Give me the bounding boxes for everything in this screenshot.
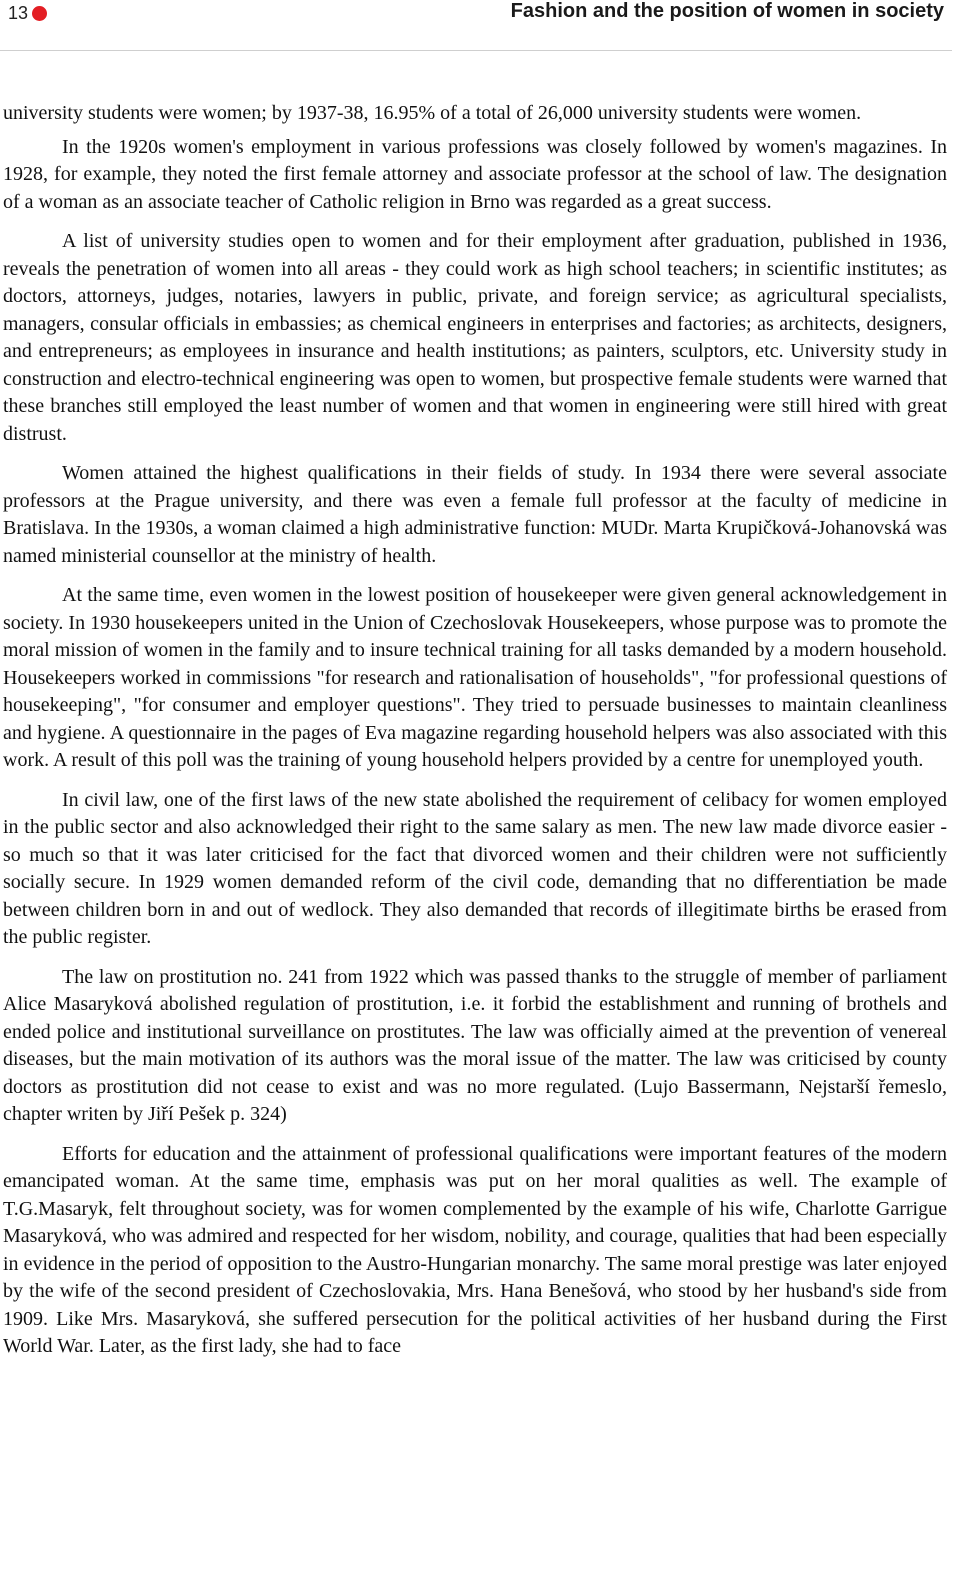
paragraph: The law on prostitution no. 241 from 1922 which was passed thanks to the struggle of member of parliament Alice Masaryková abolished regulation of prostitution, i.e. it forbid the establishment and running of brothels and ended police and institutional surveillance on prostitutes. The law was officially aimed at the prevention of venereal diseases, but the main motivation of its authors was the moral issue of the matter. The law was criticised by county doctors as prostitution did not cease to exist and was no more regulated. (Lujo Bassermann, Nejstarší řemeslo, chapter writen by Jiří Pešek p. 324)	[3, 965, 947, 1125]
paragraph: In civil law, one of the first laws of the new state abolished the requirement of celibacy for women employed in the public sector and also acknowledged their right to the same salary as men. The new law made divorce easier - so much so that it was later criticised for the fact that divorced women and their children were not sufficiently socially secure. In 1929 women demanded reform of the civil code, demanding that no differentiation be made between children born in and out of wedlock. They also demanded that records of illegitimate births be erased from the public register.	[3, 788, 947, 948]
paragraph-continuation: university students were women; by 1937-38, 16.95% of a total of 26,000 university students were women.	[3, 102, 862, 124]
page-number: 13	[8, 3, 29, 23]
paragraph: A list of university studies open to women and for their employment after graduation, published in 1936, reveals the penetration of women into all areas - they could work as high school teachers; in scientific institutes; as doctors, attorneys, judges, notaries, lawyers in public, private, and foreign service; as agricultural specialists, managers, consular officials in embassies; as chemical engineers in enterprises and factories; as architects, designers, and entrepreneurs; as employees in insurance and health institutions; as painters, sculptors, etc. University study in construction and electro-technical engineering was open to women, but prospective female students were warned that these branches still employed the least number of women and that women in engineering were still hired with great distrust.	[3, 230, 947, 445]
red-dot-icon	[32, 6, 47, 21]
paragraph: Women attained the highest qualifications in their fields of study. In 1934 there were several associate professors at the Prague university, and there was even a female full professor at the faculty of medicine in Bratislava. In the 1930s, a woman claimed a high administrative function: MUDr. Marta Krupičková-Johanovská was named ministerial counsellor at the ministry of health.	[3, 462, 947, 567]
paragraph: At the same time, even women in the lowest position of housekeeper were given general acknowledgement in society. In 1930 housekeepers united in the Union of Czechoslovak Housekeepers, whose purpose was to promote the moral mission of women in the family and to insure technical training for all tasks demanded by a modern household. Housekeepers worked in commissions "for research and rationalisation of households", "for professional questions of housekeeping", "for consumer and employer questions". They tried to persuade businesses to maintain cleanliness and hygiene. A questionnaire in the pages of Eva magazine regarding household helpers was also associated with this work. A result of this poll was the training of young household helpers provided by a centre for unemployed youth.	[3, 584, 947, 771]
page-header	[0, 0, 952, 51]
running-title: Fashion and the position of women in society	[510, 0, 944, 22]
paragraph: In the 1920s women's employment in various professions was closely followed by women's magazines. In 1928, for example, they noted the first female attorney and associate professor at the school of law. The designation of a woman as an associate teacher of Catholic religion in Brno was regarded as a great success.	[3, 135, 947, 213]
paragraph: Efforts for education and the attainment of professional qualifications were important features of the modern emancipated woman. At the same time, emphasis was put on her moral qualities as well. The example of T.G.Masaryk, felt throughout society, was for women complemented by the example of his wife, Charlotte Garrigue Masaryková, who was admired and respected for her wisdom, nobility, and courage, qualities that had been especially in evidence in the period of opposition to the Austro-Hungarian monarchy. The same moral prestige was later enjoyed by the wife of the second president of Czechoslovakia, Mrs. Hana Benešová, who stood by her husband's side from 1909. Like Mrs. Masaryková, she suffered persecution for the political activities of her husband during the First World War. Later, as the first lady, she had to face	[3, 1142, 947, 1357]
body-text	[3, 100, 947, 1373]
page-number-group	[8, 3, 47, 24]
